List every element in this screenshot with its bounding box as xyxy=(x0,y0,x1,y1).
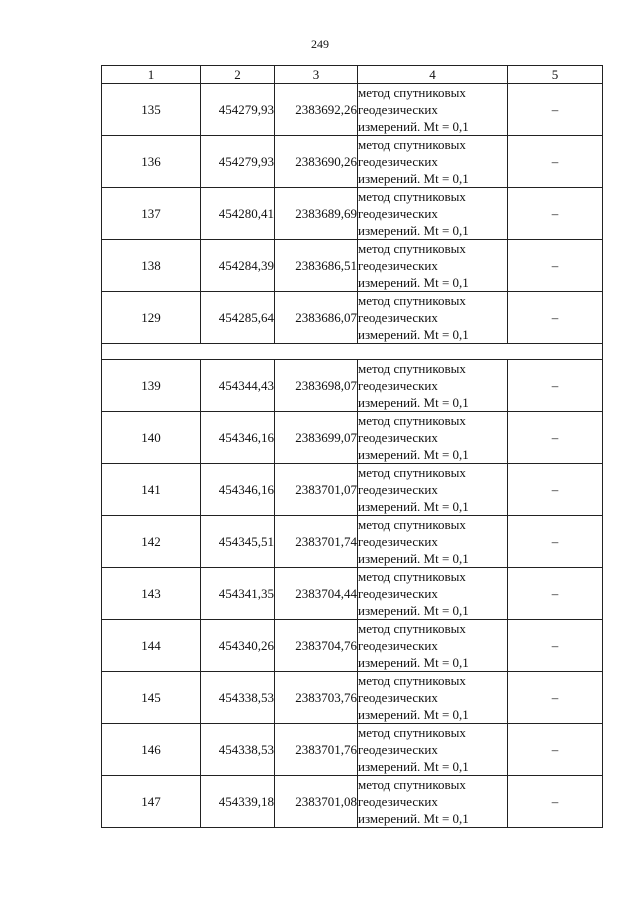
note-cell: – xyxy=(508,360,603,412)
method-text-line: геодезических xyxy=(358,690,438,705)
column-header: 1 xyxy=(102,66,201,84)
note-cell: – xyxy=(508,516,603,568)
y-coordinate-cell: 2383704,44 xyxy=(275,568,358,620)
note-cell: – xyxy=(508,292,603,344)
method-text-line: геодезических xyxy=(358,430,438,445)
method-text-line: измерений. Mt = 0,1 xyxy=(358,603,469,618)
y-coordinate-cell: 2383701,08 xyxy=(275,776,358,828)
point-number-cell: 136 xyxy=(102,136,201,188)
y-coordinate-cell: 2383701,07 xyxy=(275,464,358,516)
method-text-line: метод спутниковых xyxy=(358,465,466,480)
method-text-line: геодезических xyxy=(358,310,438,325)
method-text-line: метод спутниковых xyxy=(358,413,466,428)
method-text-line: метод спутниковых xyxy=(358,293,466,308)
method-cell xyxy=(358,360,508,412)
x-coordinate-cell: 454345,51 xyxy=(201,516,275,568)
method-text-line: геодезических xyxy=(358,586,438,601)
method-text-line: измерений. Mt = 0,1 xyxy=(358,395,469,410)
method-text-line: геодезических xyxy=(358,638,438,653)
point-number-cell: 141 xyxy=(102,464,201,516)
method-text-line: измерений. Mt = 0,1 xyxy=(358,707,469,722)
x-coordinate-cell: 454344,43 xyxy=(201,360,275,412)
method-text-line: измерений. Mt = 0,1 xyxy=(358,171,469,186)
column-header: 5 xyxy=(508,66,603,84)
point-number-cell: 139 xyxy=(102,360,201,412)
point-number-cell: 140 xyxy=(102,412,201,464)
method-text-line: метод спутниковых xyxy=(358,189,466,204)
method-cell xyxy=(358,672,508,724)
point-number-cell: 129 xyxy=(102,292,201,344)
method-text-line: измерений. Mt = 0,1 xyxy=(358,811,469,826)
y-coordinate-cell: 2383703,76 xyxy=(275,672,358,724)
x-coordinate-cell: 454346,16 xyxy=(201,412,275,464)
method-text-line: измерений. Mt = 0,1 xyxy=(358,275,469,290)
method-text-line: геодезических xyxy=(358,742,438,757)
column-header: 4 xyxy=(358,66,508,84)
note-cell: – xyxy=(508,568,603,620)
page-number: 249 xyxy=(311,37,329,51)
method-text-line: измерений. Mt = 0,1 xyxy=(358,119,469,134)
x-coordinate-cell: 454338,53 xyxy=(201,724,275,776)
method-text-line: метод спутниковых xyxy=(358,241,466,256)
method-text-line: метод спутниковых xyxy=(358,621,466,636)
method-text-line: метод спутниковых xyxy=(358,725,466,740)
method-text-line: измерений. Mt = 0,1 xyxy=(358,327,469,342)
method-text-line: измерений. Mt = 0,1 xyxy=(358,655,469,670)
x-coordinate-cell: 454346,16 xyxy=(201,464,275,516)
table-row xyxy=(102,240,603,292)
x-coordinate-cell: 454279,93 xyxy=(201,136,275,188)
method-text-line: измерений. Mt = 0,1 xyxy=(358,759,469,774)
y-coordinate-cell: 2383699,07 xyxy=(275,412,358,464)
method-text-line: метод спутниковых xyxy=(358,85,466,100)
note-cell: – xyxy=(508,84,603,136)
x-coordinate-cell: 454339,18 xyxy=(201,776,275,828)
method-text-line: метод спутниковых xyxy=(358,777,466,792)
point-number-cell: 143 xyxy=(102,568,201,620)
coordinates-table xyxy=(101,65,603,828)
method-cell xyxy=(358,292,508,344)
method-cell xyxy=(358,188,508,240)
method-text-line: метод спутниковых xyxy=(358,137,466,152)
note-cell: – xyxy=(508,776,603,828)
method-text-line: геодезических xyxy=(358,206,438,221)
method-text-line: измерений. Mt = 0,1 xyxy=(358,447,469,462)
x-coordinate-cell: 454284,39 xyxy=(201,240,275,292)
point-number-cell: 137 xyxy=(102,188,201,240)
note-cell: – xyxy=(508,464,603,516)
method-cell xyxy=(358,776,508,828)
y-coordinate-cell: 2383686,07 xyxy=(275,292,358,344)
table-row xyxy=(102,360,603,412)
method-text-line: метод спутниковых xyxy=(358,569,466,584)
method-text-line: геодезических xyxy=(358,378,438,393)
note-cell: – xyxy=(508,620,603,672)
column-header: 3 xyxy=(275,66,358,84)
table-row xyxy=(102,412,603,464)
method-text-line: метод спутниковых xyxy=(358,361,466,376)
point-number-cell: 135 xyxy=(102,84,201,136)
note-cell: – xyxy=(508,136,603,188)
y-coordinate-cell: 2383692,26 xyxy=(275,84,358,136)
method-cell xyxy=(358,84,508,136)
point-number-cell: 138 xyxy=(102,240,201,292)
y-coordinate-cell: 2383686,51 xyxy=(275,240,358,292)
method-text-line: измерений. Mt = 0,1 xyxy=(358,223,469,238)
x-coordinate-cell: 454280,41 xyxy=(201,188,275,240)
point-number-cell: 145 xyxy=(102,672,201,724)
table-row xyxy=(102,292,603,344)
x-coordinate-cell: 454338,53 xyxy=(201,672,275,724)
y-coordinate-cell: 2383701,76 xyxy=(275,724,358,776)
method-cell xyxy=(358,464,508,516)
x-coordinate-cell: 454341,35 xyxy=(201,568,275,620)
method-cell xyxy=(358,136,508,188)
table-row xyxy=(102,188,603,240)
point-number-cell: 147 xyxy=(102,776,201,828)
table-row xyxy=(102,464,603,516)
method-cell xyxy=(358,516,508,568)
y-coordinate-cell: 2383689,69 xyxy=(275,188,358,240)
y-coordinate-cell: 2383701,74 xyxy=(275,516,358,568)
method-cell xyxy=(358,568,508,620)
x-coordinate-cell: 454285,64 xyxy=(201,292,275,344)
method-text-line: измерений. Mt = 0,1 xyxy=(358,551,469,566)
method-text-line: геодезических xyxy=(358,102,438,117)
method-cell xyxy=(358,724,508,776)
contour-separator-row xyxy=(102,344,603,360)
point-number-cell: 144 xyxy=(102,620,201,672)
y-coordinate-cell: 2383704,76 xyxy=(275,620,358,672)
table-row xyxy=(102,568,603,620)
table-header-row xyxy=(102,66,603,84)
method-text-line: геодезических xyxy=(358,482,438,497)
point-number-cell: 146 xyxy=(102,724,201,776)
note-cell: – xyxy=(508,240,603,292)
y-coordinate-cell: 2383698,07 xyxy=(275,360,358,412)
method-cell xyxy=(358,620,508,672)
method-cell xyxy=(358,412,508,464)
method-cell xyxy=(358,240,508,292)
table-row xyxy=(102,620,603,672)
x-coordinate-cell: 454279,93 xyxy=(201,84,275,136)
point-number-cell: 142 xyxy=(102,516,201,568)
method-text-line: геодезических xyxy=(358,794,438,809)
table-row xyxy=(102,84,603,136)
note-cell: – xyxy=(508,672,603,724)
y-coordinate-cell: 2383690,26 xyxy=(275,136,358,188)
method-text-line: геодезических xyxy=(358,154,438,169)
x-coordinate-cell: 454340,26 xyxy=(201,620,275,672)
method-text-line: метод спутниковых xyxy=(358,673,466,688)
table-row xyxy=(102,516,603,568)
method-text-line: геодезических xyxy=(358,258,438,273)
method-text-line: измерений. Mt = 0,1 xyxy=(358,499,469,514)
table-row xyxy=(102,672,603,724)
method-text-line: геодезических xyxy=(358,534,438,549)
note-cell: – xyxy=(508,412,603,464)
table-row xyxy=(102,136,603,188)
note-cell: – xyxy=(508,188,603,240)
table-row xyxy=(102,724,603,776)
table-row xyxy=(102,776,603,828)
note-cell: – xyxy=(508,724,603,776)
method-text-line: метод спутниковых xyxy=(358,517,466,532)
column-header: 2 xyxy=(201,66,275,84)
separator-cell xyxy=(102,344,603,360)
